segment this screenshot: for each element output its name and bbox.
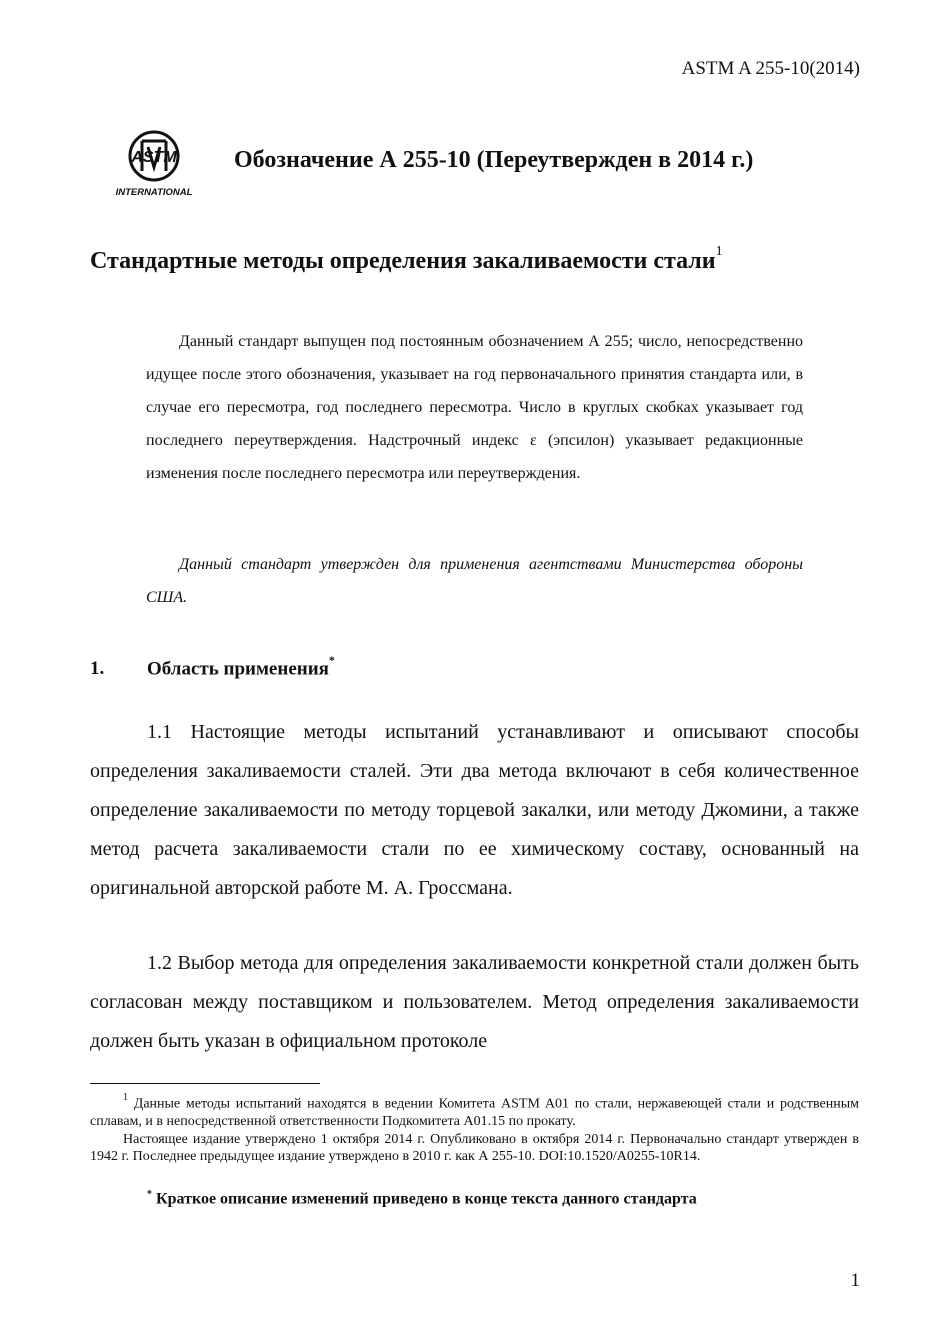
section-title: Область применения	[147, 658, 329, 680]
designation-heading: Обозначение А 255-10 (Переутвержден в 2014 г.)	[234, 147, 754, 173]
footnote-divider	[90, 1083, 320, 1084]
footnote-1-text: Данные методы испытаний находятся в ведении Комитета ASTM A01 по стали, нержавеющей стали и родственным сплавам, и в непосредственной ответственности Подкомитета A01.15 по прокату.	[90, 1096, 859, 1129]
footnote-changes-text: Краткое описание изменений приведено в конце текста данного стандарта	[156, 1190, 697, 1208]
footnote-1-mark: 1	[123, 1092, 128, 1103]
title-footnote-mark: 1	[715, 244, 723, 259]
document-title-text: Стандартные методы определения закаливаемости стали	[90, 248, 716, 274]
footnote-changes-mark: *	[147, 1189, 152, 1200]
page-header-doc-id: ASTM A 255-10(2014)	[681, 58, 860, 79]
section-heading	[90, 653, 335, 680]
standard-designation-note: Данный стандарт выпущен под постоянным обозначением А 255; число, непосредственно идущее после этого обозначения, указывает на год первоначального принятия стандарта или, в случае его пересмотра, год последнего пересмотра. Число в круглых скобках указывает год последнего переутверждения. Надстрочный индекс ε (эпсилон) указывает редакционные изменения после последнего пересмотра или переутверждения.	[146, 333, 803, 482]
page-number: 1	[850, 1270, 860, 1291]
dod-approval-note: Данный стандарт утвержден для применения агентствами Министерства обороны США.	[146, 556, 803, 606]
section-number: 1.	[90, 658, 105, 680]
footnote-changes	[90, 1186, 859, 1207]
paragraph-1-1: 1.1 Настоящие методы испытаний устанавливают и описывают способы определения закаливаемости сталей. Эти два метода включают в себя количественное определение закаливаемости по методу торцевой закалки, или методу Джомини, а также метод расчета закаливаемости стали по ее химическому составу, основанный на оригинальной авторской работе М. А. Гроссмана.	[90, 721, 859, 899]
astm-international-logo	[112, 127, 196, 199]
footnote-edition: Настоящее издание утверждено 1 октября 2014 г. Опубликовано в октября 2014 г. Первоначально стандарт утвержден в 1942 г. Последнее предыдущее издание утверждено в 2010 г. как А 255-10. DOI:10.1520/A0255-10R14.	[90, 1132, 859, 1164]
document-title	[90, 244, 723, 275]
astm-logo-wordmark: ASTM	[131, 149, 177, 166]
paragraph-1-2: 1.2 Выбор метода для определения закаливаемости конкретной стали должен быть согласован между поставщиком и пользователем. Метод определения закаливаемости должен быть указан в официальном протоколе	[90, 952, 859, 1052]
footnote-1	[90, 1091, 859, 1130]
section-mark: *	[328, 653, 335, 667]
astm-logo-subtext: INTERNATIONAL	[115, 187, 193, 198]
